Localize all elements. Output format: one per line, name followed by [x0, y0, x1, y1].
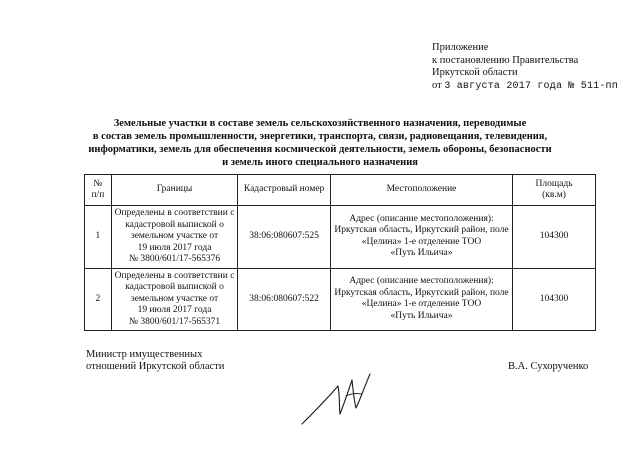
header-cadastre: Кадастровый номер [238, 175, 331, 206]
cell-num: 1 [85, 206, 112, 269]
header-num [85, 175, 112, 206]
title-line: и земель иного специального назначения [222, 157, 418, 168]
document-title [60, 117, 580, 169]
header-area [513, 175, 596, 206]
cell-line: Определены в соответствии с [114, 208, 235, 218]
cell-line: земельном участке от [130, 231, 219, 241]
cell-borders [111, 206, 238, 269]
appendix-line: Иркутской области [432, 67, 518, 78]
table-header-row [85, 175, 596, 206]
signer-name: В.А. Сухорученко [508, 361, 589, 372]
cell-line: «Путь Ильича» [390, 310, 453, 321]
header-borders: Границы [111, 175, 238, 206]
cell-line: Адрес (описание местоположения): [349, 213, 494, 224]
appendix-line: Приложение [432, 42, 489, 53]
header-num-line: № [93, 178, 103, 189]
cell-location [330, 268, 512, 331]
cell-line: Иркутская область, Иркутский район, поле [334, 287, 509, 298]
appendix-block [432, 42, 618, 93]
cell-line: № 3800/601/17-565371 [128, 316, 221, 327]
cell-line: «Целина» 1-е отделение ТОО [361, 299, 482, 310]
cell-line: Адрес (описание местоположения): [349, 276, 494, 287]
cell-line: кадастровой выпиской о [125, 282, 224, 292]
table-row [85, 206, 596, 269]
cell-line: 19 июля 2017 года [137, 242, 212, 253]
header-num-line: п/п [91, 190, 105, 200]
cell-line: Определены в соответствии с [114, 270, 235, 281]
cell-borders [111, 268, 238, 331]
appendix-date-prefix: от [432, 79, 442, 91]
signer-title-line: отношений Иркутской области [86, 361, 225, 372]
cell-cadastre: 38:06:080607:522 [238, 268, 331, 331]
cell-line: кадастровой выпиской о [125, 219, 224, 230]
title-line: информатики, земель для обеспечения космической деятельности, земель обороны, безопасности [88, 144, 552, 155]
cell-line: земельном участке от [130, 293, 219, 304]
title-line: Земельные участки в составе земель сельскохозяйственного назначения, переводимые [113, 118, 527, 129]
cell-line: Иркутская область, Иркутский район, поле [334, 225, 509, 236]
header-area-line: Площадь [535, 178, 573, 189]
cell-line: 19 июля 2017 года [137, 305, 212, 315]
handwritten-signature [300, 366, 390, 428]
signer-title-line: Министр имущественных [86, 349, 203, 360]
signer-title [86, 349, 224, 373]
cell-cadastre: 38:06:080607:525 [238, 206, 331, 269]
table-row [85, 268, 596, 331]
cell-area: 104300 [513, 206, 596, 269]
cell-line: «Целина» 1-е отделение ТОО [361, 236, 482, 247]
appendix-date-value: 3 августа 2017 года № 511-пп [444, 80, 618, 92]
appendix-line: к постановлению Правительства [432, 54, 579, 66]
cell-line: № 3800/601/17-565376 [128, 254, 221, 264]
cell-location [330, 206, 512, 269]
cell-area: 104300 [513, 268, 596, 331]
cell-num: 2 [85, 268, 112, 331]
header-location: Местоположение [330, 175, 512, 206]
header-area-line: (кв.м) [542, 190, 566, 200]
cell-line: «Путь Ильича» [390, 248, 453, 259]
title-line: в состав земель промышленности, энергетики, транспорта, связи, радиовещания, телевидения, [92, 131, 548, 142]
parcels-table [84, 174, 596, 331]
appendix-date-line [432, 80, 618, 94]
